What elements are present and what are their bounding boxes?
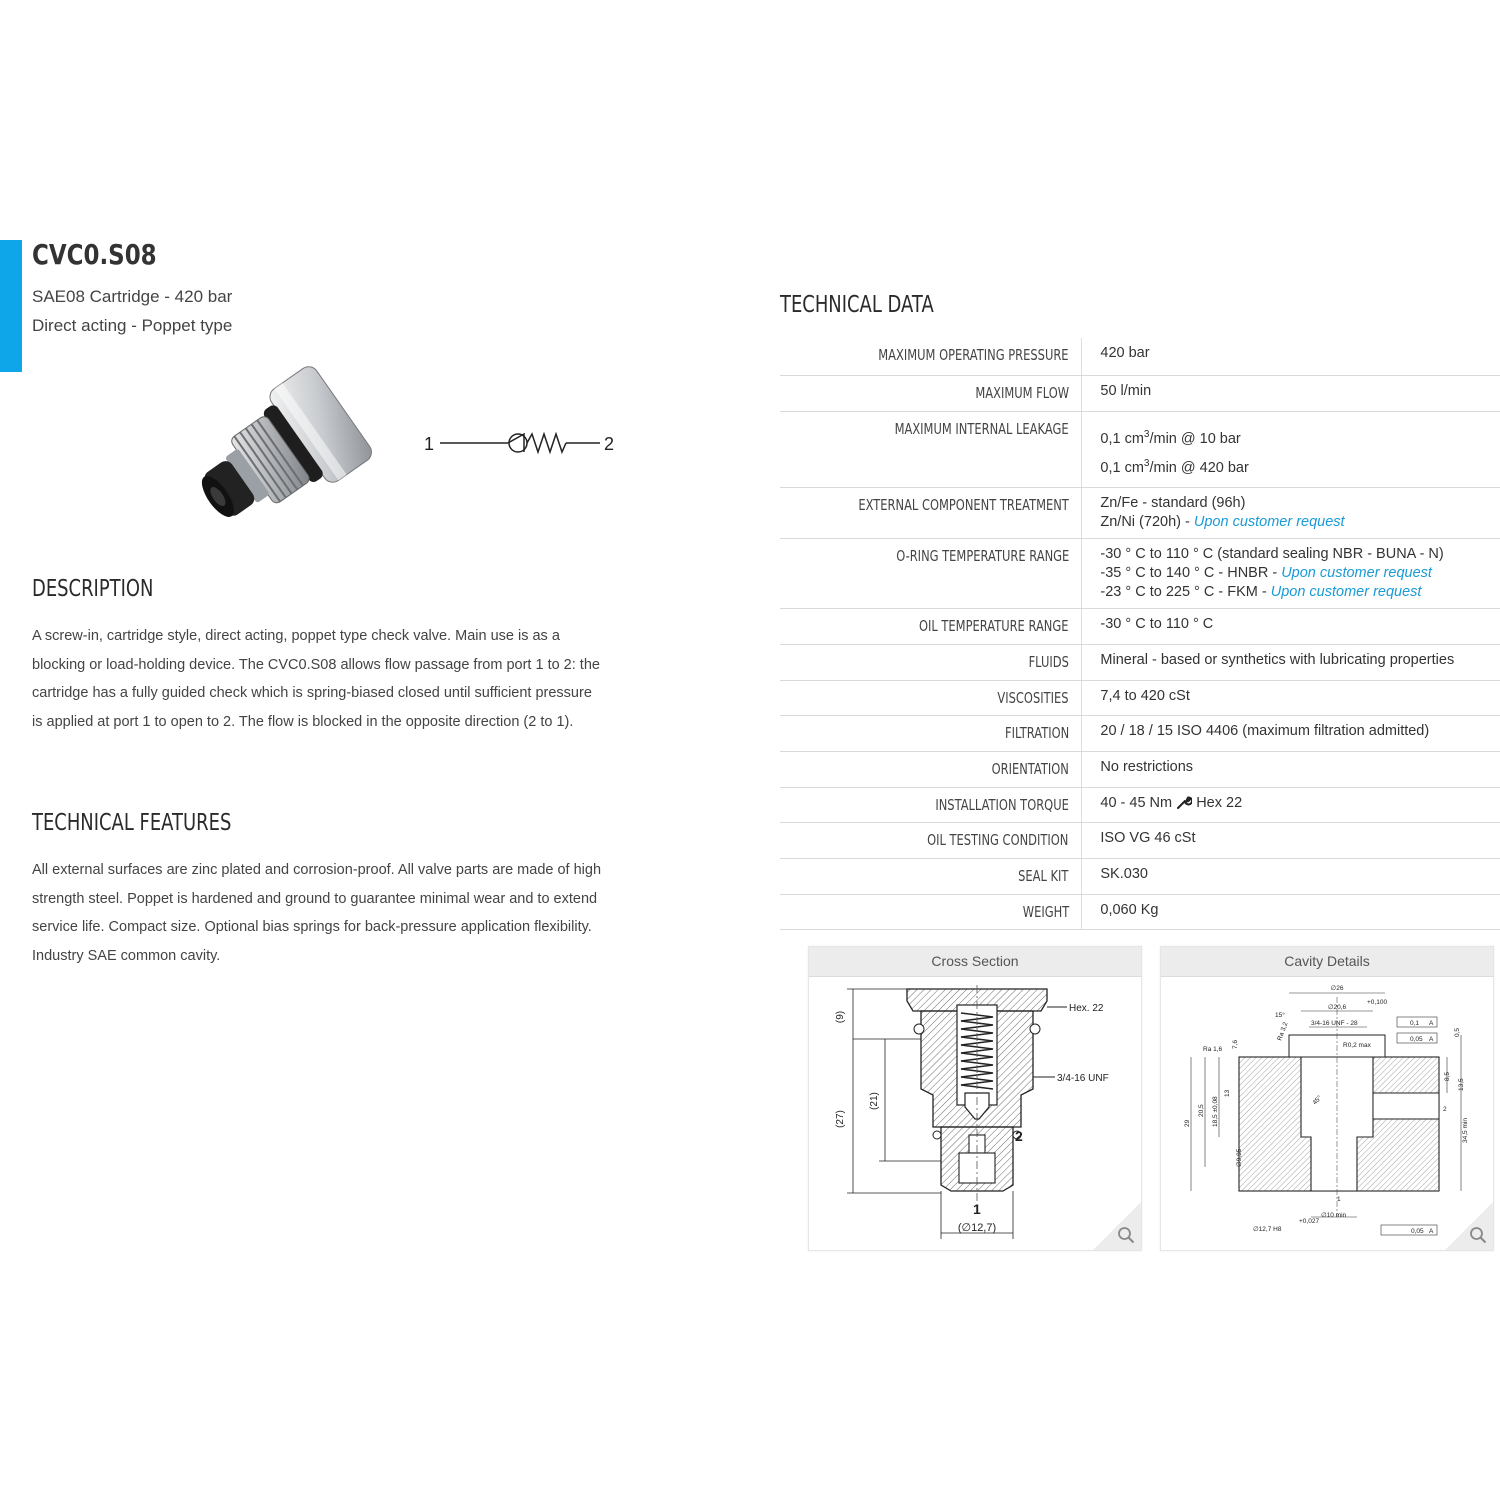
cross-section-card[interactable] (808, 946, 1142, 1251)
svg-text:34,5 min: 34,5 min (1462, 1118, 1469, 1143)
customer-request-link[interactable]: Upon customer request (1281, 565, 1432, 582)
spec-label: SEAL KIT (1018, 867, 1069, 886)
svg-text:29: 29 (1184, 1119, 1191, 1127)
symbol-port-2: 2 (604, 434, 615, 454)
spec-label: FLUIDS (1028, 653, 1069, 672)
svg-text:∅26: ∅26 (1330, 985, 1344, 992)
svg-text:Ra 1,6: Ra 1,6 (1203, 1046, 1223, 1053)
spec-label: INSTALLATION TORQUE (935, 796, 1069, 815)
svg-text:R0,2 max: R0,2 max (1343, 1042, 1371, 1049)
spec-value: -30 ° C to 110 ° C (standard sealing NBR - BUNA - N) (1100, 546, 1444, 563)
spec-label: OIL TESTING CONDITION (927, 831, 1069, 850)
cavity-details-drawing (1161, 977, 1493, 1249)
svg-text:0,5: 0,5 (1454, 1027, 1461, 1037)
dim-21: (21) (869, 1092, 880, 1110)
svg-text:13: 13 (1224, 1089, 1231, 1097)
description-text: A screw-in, cartridge style, direct acting, poppet type check valve. Main use is as a blocking or load-holding device. The CVC0.S08 allows flow passage from port 1 to 2: the cartridge has a fully guided check which is spring-biased closed until sufficient pressure is applied at port 1 to open to 2. The flow is blocked in the opposite direction (2 to 1). (32, 628, 600, 730)
port-1-label: 1 (973, 1201, 981, 1217)
spec-value: -23 ° C to 225 ° C - FKM - Upon customer request (1100, 584, 1422, 601)
technical-features-heading: TECHNICAL FEATURES (32, 810, 232, 836)
spec-label: MAXIMUM OPERATING PRESSURE (878, 346, 1069, 364)
spec-label: OIL TEMPERATURE RANGE (919, 617, 1069, 636)
zoom-icon[interactable] (1469, 1226, 1487, 1244)
product-subtitle-pressure: SAE08 Cartridge - 420 bar (32, 287, 233, 306)
svg-text:0,05: 0,05 (1410, 1036, 1423, 1043)
svg-text:18,5 ±0,08: 18,5 ±0,08 (1212, 1096, 1219, 1127)
spec-label: O-RING TEMPERATURE RANGE (895, 547, 1069, 566)
spec-value: 20 / 18 / 15 ISO 4406 (maximum filtration admitted) (1100, 723, 1430, 740)
svg-text:Ra 3,2: Ra 3,2 (1276, 1021, 1290, 1042)
spec-row-flow (780, 375, 1500, 411)
accent-bar (0, 240, 22, 372)
svg-text:13,5: 13,5 (1458, 1078, 1465, 1091)
svg-text:7,6: 7,6 (1232, 1039, 1239, 1049)
svg-text:2: 2 (1443, 1106, 1447, 1113)
spec-value: 0,1 $cm^3/\min$ @ 420 bar (1100, 458, 1249, 477)
spec-label: WEIGHT (1022, 903, 1069, 922)
svg-text:15°: 15° (1275, 1012, 1285, 1019)
technical-features-text: All external surfaces are zinc plated and corrosion-proof. All valve parts are made of high strength steel. Poppet is hardened and ground to guarantee minimal wear and to extend service life. Compact size. Optional bias springs for back-pressure application flexibility. Industry SAE common cavity. (32, 862, 602, 964)
thread-label: 3/4-16 UNF (1057, 1073, 1109, 1084)
product-code: CVC0.S08 (32, 238, 157, 271)
zoom-icon[interactable] (1117, 1226, 1135, 1244)
technical-data-heading: TECHNICAL DATA (780, 292, 934, 318)
spec-row-seal-kit (780, 859, 1500, 895)
spec-row-oil-temp (780, 609, 1500, 645)
cross-section-title: Cross Section (809, 947, 1141, 977)
technical-data-table (780, 338, 1500, 930)
spec-row-pressure (780, 338, 1500, 375)
check-valve-symbol (418, 422, 628, 464)
spec-row-treatment (780, 488, 1500, 539)
svg-text:∅9,95: ∅9,95 (1236, 1148, 1243, 1167)
symbol-port-1: 1 (424, 434, 435, 454)
spec-label: FILTRATION (1004, 724, 1069, 743)
spec-value: Mineral - based or synthetics with lubricating properties (1100, 652, 1455, 669)
spec-value: No restrictions (1100, 759, 1194, 776)
spec-row-fluids (780, 645, 1500, 681)
spec-label: MAXIMUM FLOW (975, 383, 1069, 402)
description-heading: DESCRIPTION (32, 576, 154, 602)
spec-row-weight (780, 895, 1500, 930)
dim-diameter: (∅12,7) (957, 1222, 997, 1234)
svg-text:∅10 min: ∅10 min (1321, 1212, 1347, 1219)
svg-text:+0,027: +0,027 (1299, 1218, 1320, 1225)
spec-row-filtration (780, 716, 1500, 752)
cross-section-drawing (809, 977, 1141, 1249)
spec-value: Zn/Fe - standard (96h) (1100, 495, 1246, 512)
spec-value: SK.030 (1100, 866, 1148, 883)
dim-9: (9) (835, 1010, 846, 1024)
cavity-details-card[interactable] (1160, 946, 1494, 1251)
spec-value: 50 l/min (1100, 382, 1152, 399)
port-2-label: 2 (1015, 1128, 1023, 1144)
spec-value: 0,060 Kg (1100, 902, 1159, 919)
hex-label: Hex. 22 (1069, 1003, 1104, 1014)
spec-value: 420 bar (1100, 345, 1150, 361)
wrench-icon (1176, 795, 1192, 809)
spec-row-leakage (780, 411, 1500, 488)
spec-label: ORIENTATION (991, 760, 1069, 779)
spec-label: EXTERNAL COMPONENT TREATMENT (858, 496, 1069, 515)
svg-text:8,5: 8,5 (1444, 1071, 1451, 1081)
spec-row-viscosities (780, 681, 1500, 716)
spec-label: MAXIMUM INTERNAL LEAKAGE (894, 419, 1069, 438)
spec-value: -35 ° C to 140 ° C - HNBR - Upon customer request (1100, 565, 1432, 582)
dim-27: (27) (835, 1110, 846, 1128)
spec-value: ISO VG 46 cSt (1100, 830, 1196, 847)
spec-value: 0,1 $cm^3/\min$ @ 10 bar (1100, 428, 1241, 447)
customer-request-link[interactable]: Upon customer request (1270, 584, 1422, 601)
spec-value: 7,4 to 420 cSt (1100, 688, 1190, 705)
spec-row-oring-temp (780, 539, 1500, 609)
svg-text:20,5: 20,5 (1198, 1104, 1205, 1117)
svg-text:1: 1 (1337, 1196, 1341, 1203)
svg-text:A: A (1429, 1228, 1434, 1235)
product-image (180, 362, 385, 530)
spec-row-orientation (780, 752, 1500, 788)
spec-row-oil-testing (780, 823, 1500, 859)
svg-text:0,05: 0,05 (1411, 1228, 1424, 1235)
svg-text:45°: 45° (1311, 1094, 1324, 1107)
spec-label: VISCOSITIES (997, 689, 1069, 708)
spec-value: -30 ° C to 110 ° C (1100, 616, 1214, 633)
svg-text:∅20,6: ∅20,6 (1327, 1004, 1347, 1011)
svg-text:A: A (1429, 1036, 1434, 1043)
product-subtitle-type: Direct acting - Poppet type (32, 316, 233, 335)
svg-text:3/4-16 UNF - 28: 3/4-16 UNF - 28 (1311, 1020, 1358, 1027)
svg-text:A: A (1429, 1020, 1434, 1027)
spec-value: 40 - 45 Nm Hex 22 (1100, 795, 1243, 812)
customer-request-link[interactable]: Upon customer request (1193, 514, 1345, 531)
svg-text:+0,100: +0,100 (1367, 999, 1388, 1006)
svg-text:∅12,7 H8: ∅12,7 H8 (1253, 1226, 1282, 1233)
svg-text:0,1: 0,1 (1410, 1020, 1420, 1027)
cavity-details-title: Cavity Details (1161, 947, 1493, 977)
spec-row-torque (780, 788, 1500, 823)
spec-value: Zn/Ni (720h) - Upon customer request (1100, 514, 1345, 531)
